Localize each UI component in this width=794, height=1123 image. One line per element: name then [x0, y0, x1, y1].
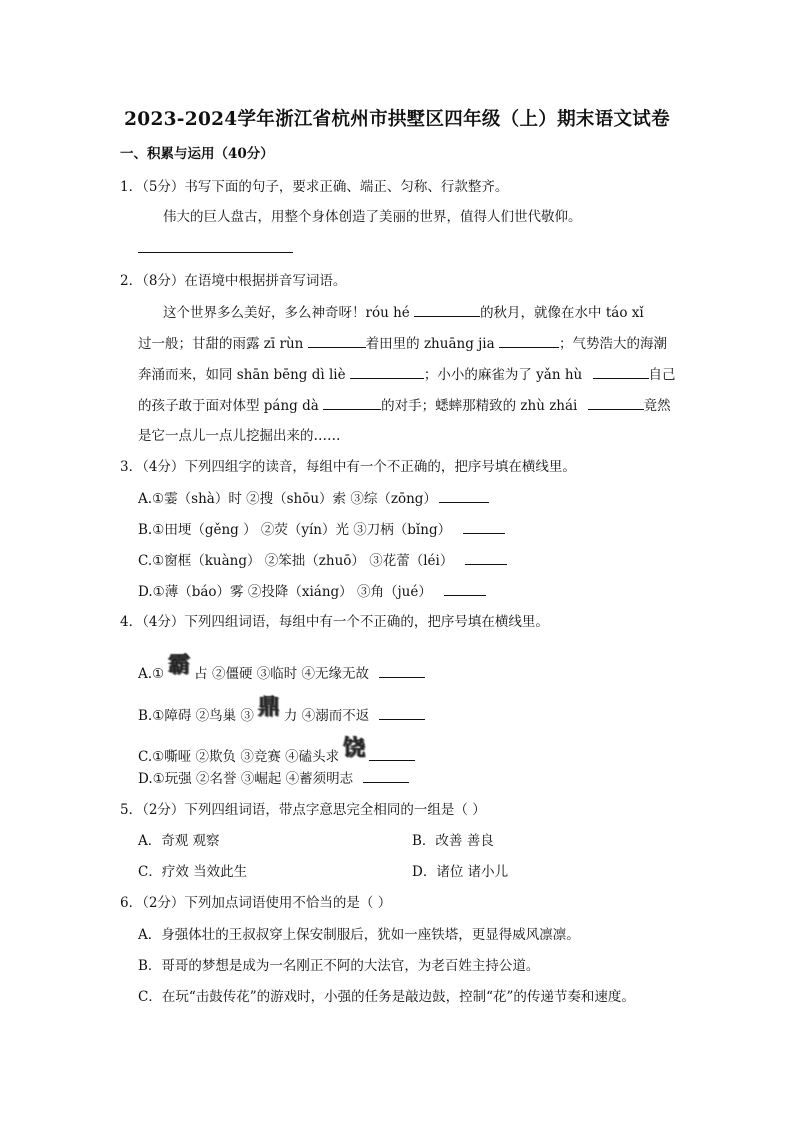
question-6-option-a[interactable]: A．身强体壮的王叔叔穿上保安制服后，犹如一座铁塔，更显得威风凛凛。: [138, 927, 580, 943]
option-text: A.①霎（shà）时 ②搜（shōu）索 ③综（zōng）: [138, 491, 437, 507]
question-1-stem: 1．（5分）书写下面的句子，要求正确、端正、匀称、行款整齐。: [120, 179, 509, 195]
question-1-answer-line[interactable]: [138, 252, 293, 253]
question-6-option-b[interactable]: B．哥哥的梦想是成为一名刚正不阿的大法官，为老百姓主持公道。: [138, 958, 540, 974]
question-5-option-d[interactable]: D．诸位 诸小儿: [412, 864, 509, 880]
answer-blank[interactable]: [379, 663, 425, 678]
question-3-stem: 3．（4分）下列四组字的读音，每组中有一个不正确的，把序号填在横线里。: [120, 459, 576, 475]
question-3-option-d: [138, 581, 486, 602]
answer-blank[interactable]: [439, 488, 489, 503]
option-text: B.①障碍 ②鸟巢 ③: [138, 708, 254, 724]
question-2-text: 竟然: [643, 398, 671, 414]
option-text: D.①玩强 ②名誉 ③崛起 ④蓄须明志: [138, 771, 354, 787]
question-6-stem: 6．（2分）下列加点词语使用不恰当的是（ ）: [120, 895, 392, 911]
question-2-text: 这个世界多么美好，多么神奇呀！róu hé: [163, 305, 410, 321]
question-4-stem: 4．（4分）下列四组词语，每组中有一个不正确的，把序号填在横线里。: [120, 614, 549, 630]
answer-blank[interactable]: [465, 550, 507, 565]
answer-blank[interactable]: [588, 395, 644, 410]
question-2-line-1: [163, 302, 644, 323]
question-5-option-a[interactable]: A．奇观 观察: [138, 833, 220, 849]
handwritten-character-image: 饶: [343, 735, 366, 761]
question-4-option-a: [138, 652, 425, 684]
answer-blank[interactable]: [379, 705, 425, 720]
section-heading: 一、积累与运用（40分）: [120, 146, 274, 162]
question-2-line-2: [138, 333, 667, 354]
question-2-text: 过一般；甘甜的雨露 zī rùn: [138, 336, 304, 352]
option-text: B.①田埂（gěng ） ②荧（yín）光 ③刀柄（bǐng）: [138, 522, 452, 538]
question-4-option-b: [138, 694, 425, 726]
question-2-text: 的孩子敢于面对体型 páng dà: [138, 398, 319, 414]
handwritten-character-image: 霸: [168, 652, 191, 678]
question-2-text: ；小小的麻雀为了 yǎn hù: [423, 367, 583, 383]
question-4-option-c: [138, 735, 415, 767]
question-6-option-c[interactable]: C．在玩“击鼓传花”的游戏时，小强的任务是敲边鼓，控制“花”的传递节奏和速度。: [138, 989, 635, 1005]
answer-blank[interactable]: [350, 364, 424, 379]
answer-blank[interactable]: [463, 519, 505, 534]
question-5-stem: 5．（2分）下列四组词语，带点字意思完全相同的一组是（ ）: [120, 802, 486, 818]
question-2-text: 奔涌而来，如同 shān bēng dì liè: [138, 367, 346, 383]
question-3-option-b: [138, 519, 505, 540]
question-2-text: 着田里的 zhuāng jia: [365, 336, 495, 352]
question-2-text: 自己: [648, 367, 676, 383]
answer-blank[interactable]: [369, 746, 415, 761]
question-2-text: ；气势浩大的海潮: [558, 336, 667, 352]
answer-blank[interactable]: [323, 395, 381, 410]
question-3-option-a: [138, 488, 489, 509]
option-text: C.①窗框（kuàng） ②笨拙（zhuō） ③花蕾（léi）: [138, 553, 454, 569]
answer-blank[interactable]: [414, 302, 480, 317]
option-text: D.①薄（báo）雾 ②投降（xiáng） ③角（jué）: [138, 584, 432, 600]
question-2-line-3: [138, 364, 676, 385]
question-4-option-d: [138, 768, 409, 789]
question-3-option-c: [138, 550, 507, 571]
answer-blank[interactable]: [444, 581, 486, 596]
option-text: 占 ②僵硬 ③临时 ④无缘无故: [194, 666, 370, 682]
option-text: A.①: [138, 666, 165, 682]
question-2-text: 的秋月，就像在水中 táo xǐ: [480, 305, 644, 321]
question-2-stem: 2．（8分）在语境中根据拼音写词语。: [120, 273, 347, 289]
answer-blank[interactable]: [363, 768, 409, 783]
answer-blank[interactable]: [593, 364, 649, 379]
answer-blank[interactable]: [308, 333, 366, 348]
question-5-option-b[interactable]: B．改善 善良: [412, 833, 494, 849]
option-text: C.①嘶哑 ②欺负 ③竞赛 ④磕头求: [138, 749, 340, 765]
question-2-line-4: [138, 395, 671, 416]
question-1-sentence: 伟大的巨人盘古，用整个身体创造了美丽的世界，值得人们世代敬仰。: [163, 209, 582, 225]
page-title: 2023-2024学年浙江省杭州市拱墅区四年级（上）期末语文试卷: [124, 109, 670, 130]
question-2-line-5: 是它一点儿一点儿挖掘出来的……: [138, 428, 341, 444]
option-text: 力 ④溺而不返: [283, 708, 370, 724]
answer-blank[interactable]: [499, 333, 559, 348]
question-2-text: 的对手；蟋蟀那精致的 zhù zhái: [381, 398, 578, 414]
question-5-option-c[interactable]: C．疗效 当效此生: [138, 864, 248, 880]
handwritten-character-image: 鼎: [257, 694, 280, 720]
